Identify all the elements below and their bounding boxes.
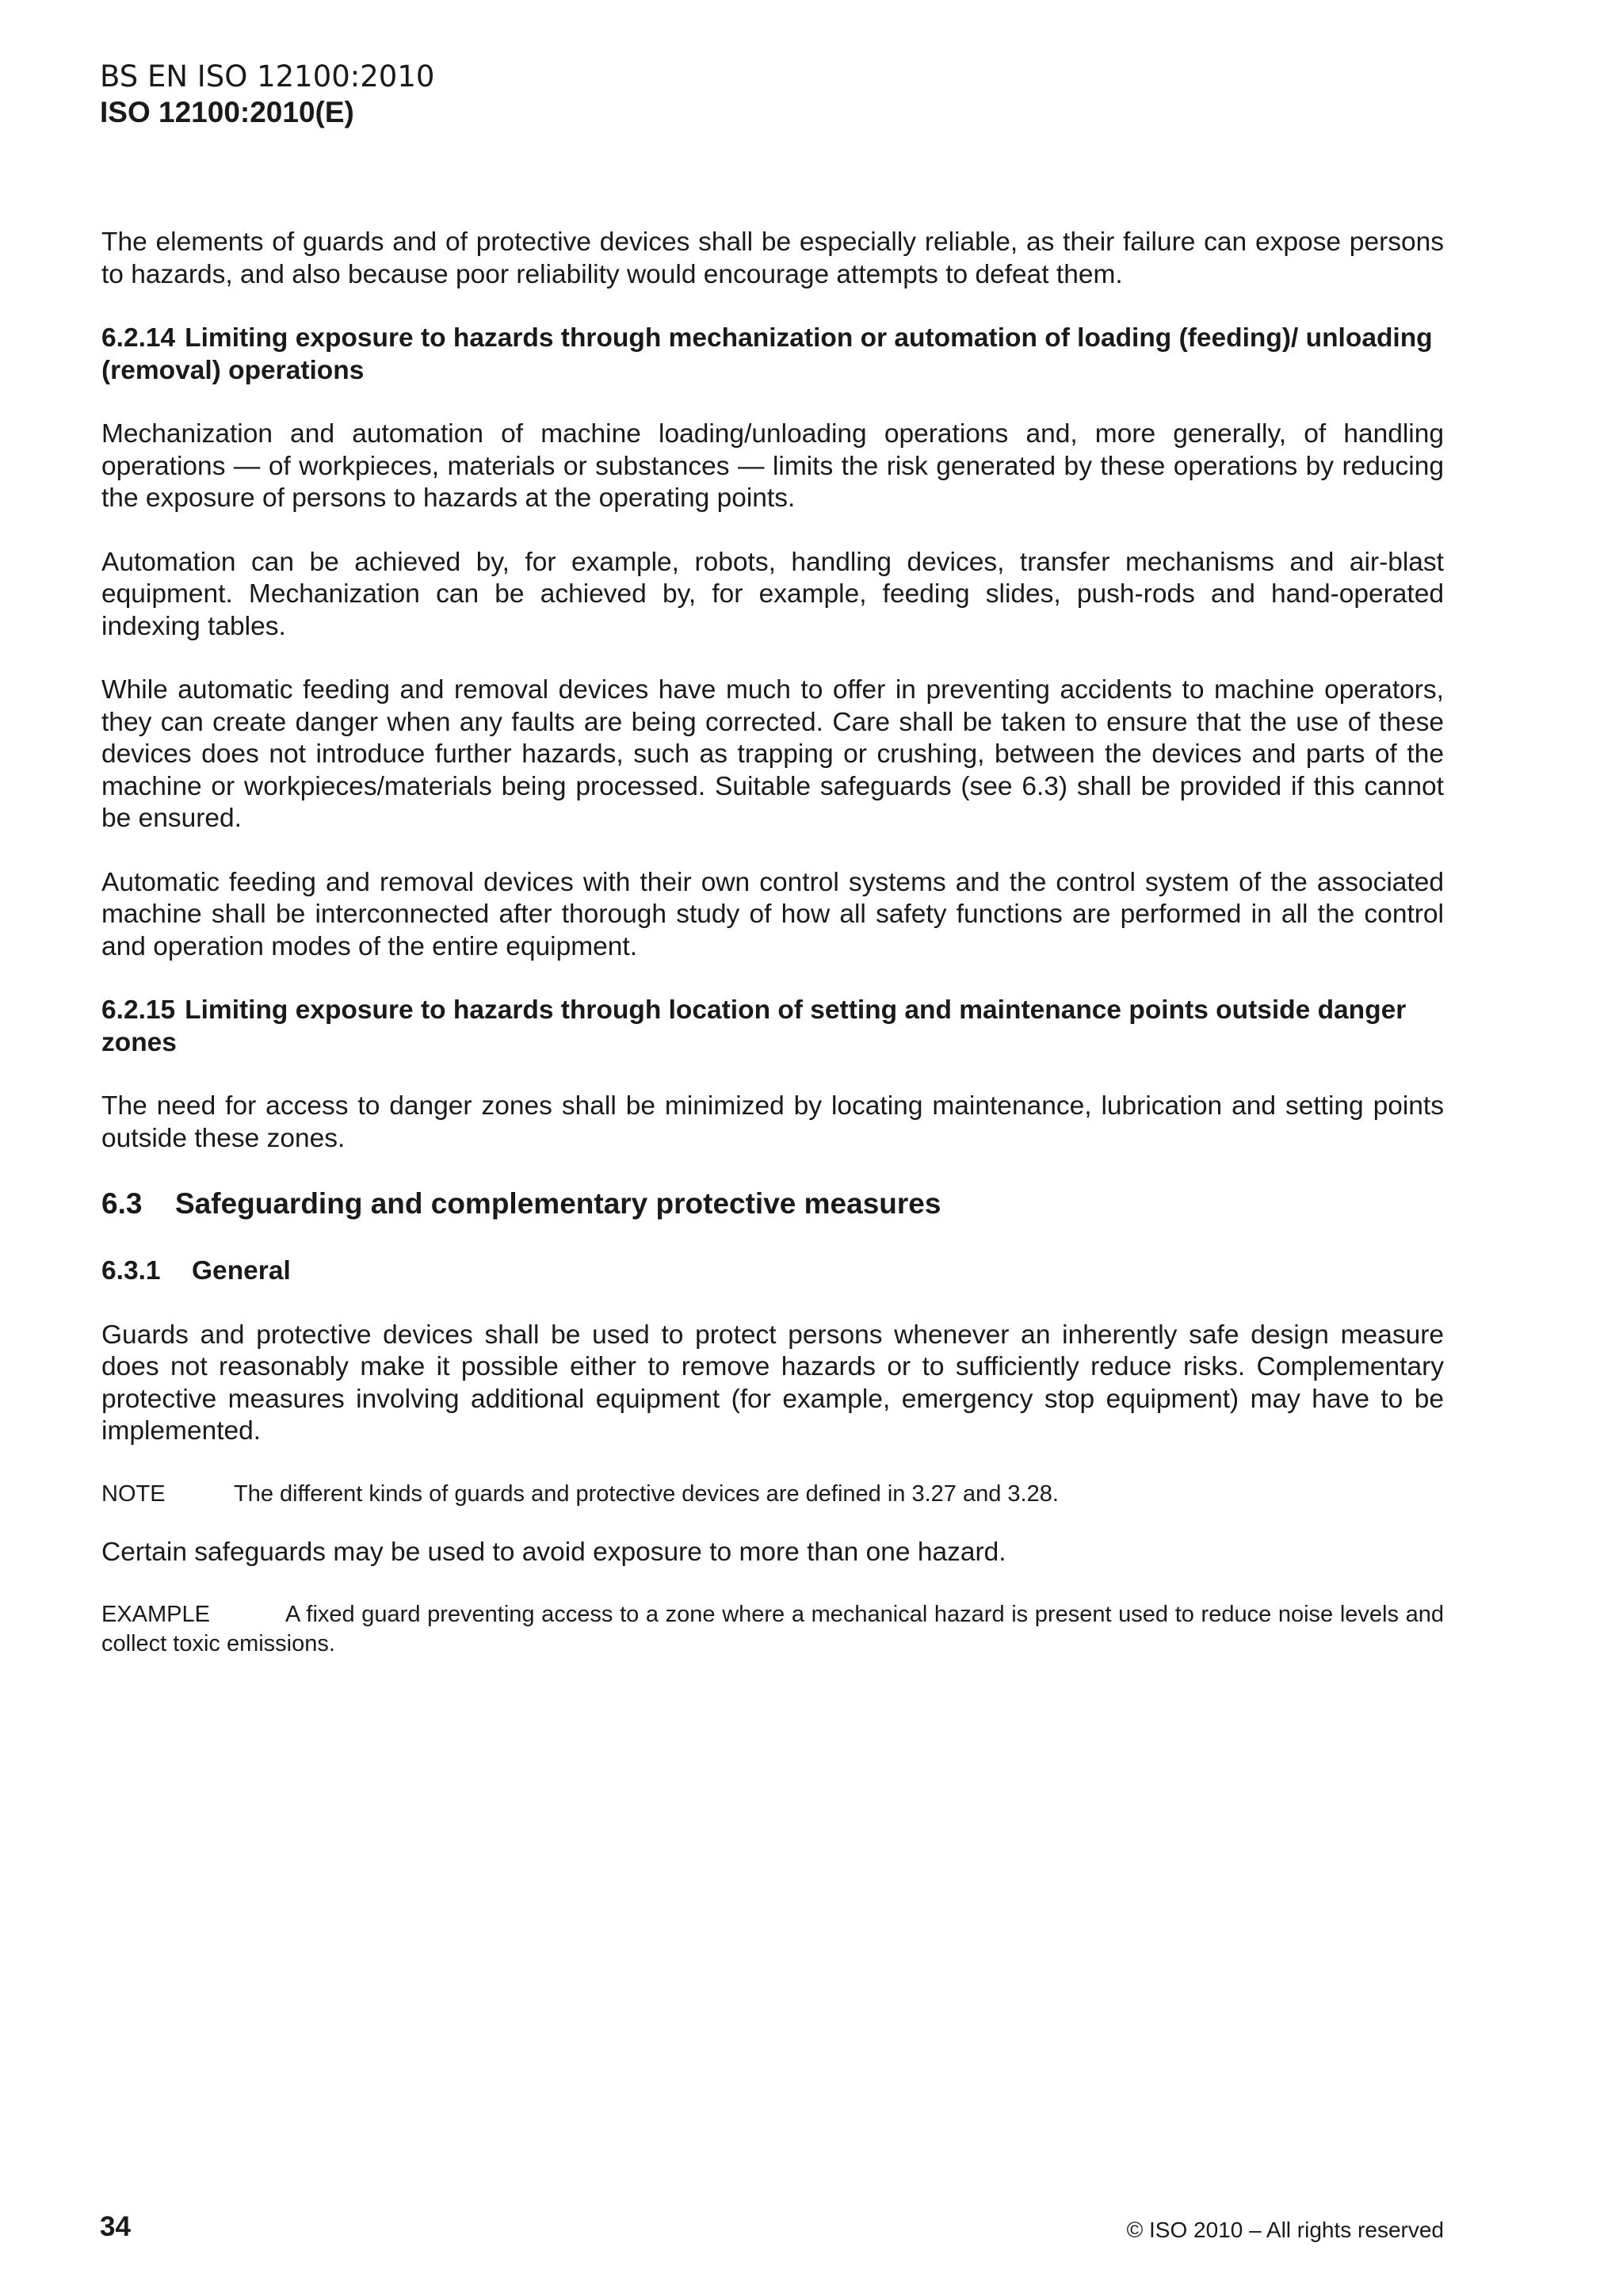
section-number: 6.3.1 <box>101 1256 161 1286</box>
heading-6-3-1 <box>101 1255 1444 1288</box>
section-number: 6.2.14 <box>101 323 176 353</box>
section-title: Limiting exposure to hazards through mechanization or automation of loading (feeding)/ unloading (removal) operations <box>101 323 1433 385</box>
paragraph: Certain safeguards may be used to avoid exposure to more than one hazard. <box>101 1537 1006 1567</box>
intro-paragraph: The elements of guards and of protective devices shall be especially reliable, as their failure can expose persons to hazards, and also because poor reliability would encourage attempts to defeat them. <box>101 227 1444 289</box>
paragraph: Automatic feeding and removal devices with their own control systems and the control system of the associated machine shall be interconnected after thorough study of how all safety functions are performed in all the control and operation modes of the entire equipment. <box>101 867 1444 961</box>
example <box>101 1600 1444 1659</box>
section-number: 6.3 <box>101 1187 143 1220</box>
bs-standard-id: BS EN ISO 12100:2010 <box>100 59 435 94</box>
heading-6-2-15 <box>101 995 1444 1059</box>
copyright-notice: © ISO 2010 – All rights reserved <box>1126 2218 1444 2242</box>
paragraph: Mechanization and automation of machine loading/unloading operations and, more generally, of handling operations — of workpieces, materials or substances — limits the risk generated by these operations by reducing the exposure of persons to hazards at the operating points. <box>101 419 1444 513</box>
section-title: Limiting exposure to hazards through location of setting and maintenance points outside danger zones <box>101 995 1407 1057</box>
heading-6-2-14 <box>101 323 1444 387</box>
iso-standard-id: ISO 12100:2010(E) <box>100 96 354 128</box>
paragraph: Automation can be achieved by, for example, robots, handling devices, transfer mechanisms and air-blast equipment. Mechanization can be achieved by, for example, feeding slides, push-rods and hand-operated indexing tables. <box>101 547 1444 641</box>
paragraph: While automatic feeding and removal devices have much to offer in preventing accidents to machine operators, they can create danger when any faults are being corrected. Care shall be taken to ensure that the use of these devices does not introduce further hazards, such as trapping or crushing, between the devices and parts of the machine or workpieces/materials being processed. Suitable safeguards (see 6.3) shall be provided if this cannot be ensured. <box>101 675 1444 833</box>
page-header <box>100 59 434 130</box>
section-number: 6.2.15 <box>101 995 176 1025</box>
heading-6-3 <box>101 1186 1444 1221</box>
example-text: A fixed guard preventing access to a zone where a mechanical hazard is present used to reduce noise levels and collect toxic emissions. <box>101 1602 1444 1656</box>
paragraph: Guards and protective devices shall be used to protect persons whenever an inherently safe design measure does not reasonably make it possible either to remove hazards or to sufficiently reduce risks. Complementary protective measures involving additional equipment (for example, emergency stop equipment) may have to be implemented. <box>101 1320 1444 1446</box>
section-title: General <box>192 1256 291 1286</box>
document-body <box>101 227 1444 1659</box>
note-text: The different kinds of guards and protective devices are defined in 3.27 and 3.28. <box>234 1480 1059 1507</box>
note <box>101 1480 1444 1508</box>
paragraph: The need for access to danger zones shall be minimized by locating maintenance, lubrication and setting points outside these zones. <box>101 1091 1444 1153</box>
section-title: Safeguarding and complementary protective measures <box>175 1187 941 1220</box>
page-number: 34 <box>100 2211 131 2242</box>
note-label: NOTE <box>101 1480 166 1507</box>
example-label: EXAMPLE <box>101 1602 210 1627</box>
